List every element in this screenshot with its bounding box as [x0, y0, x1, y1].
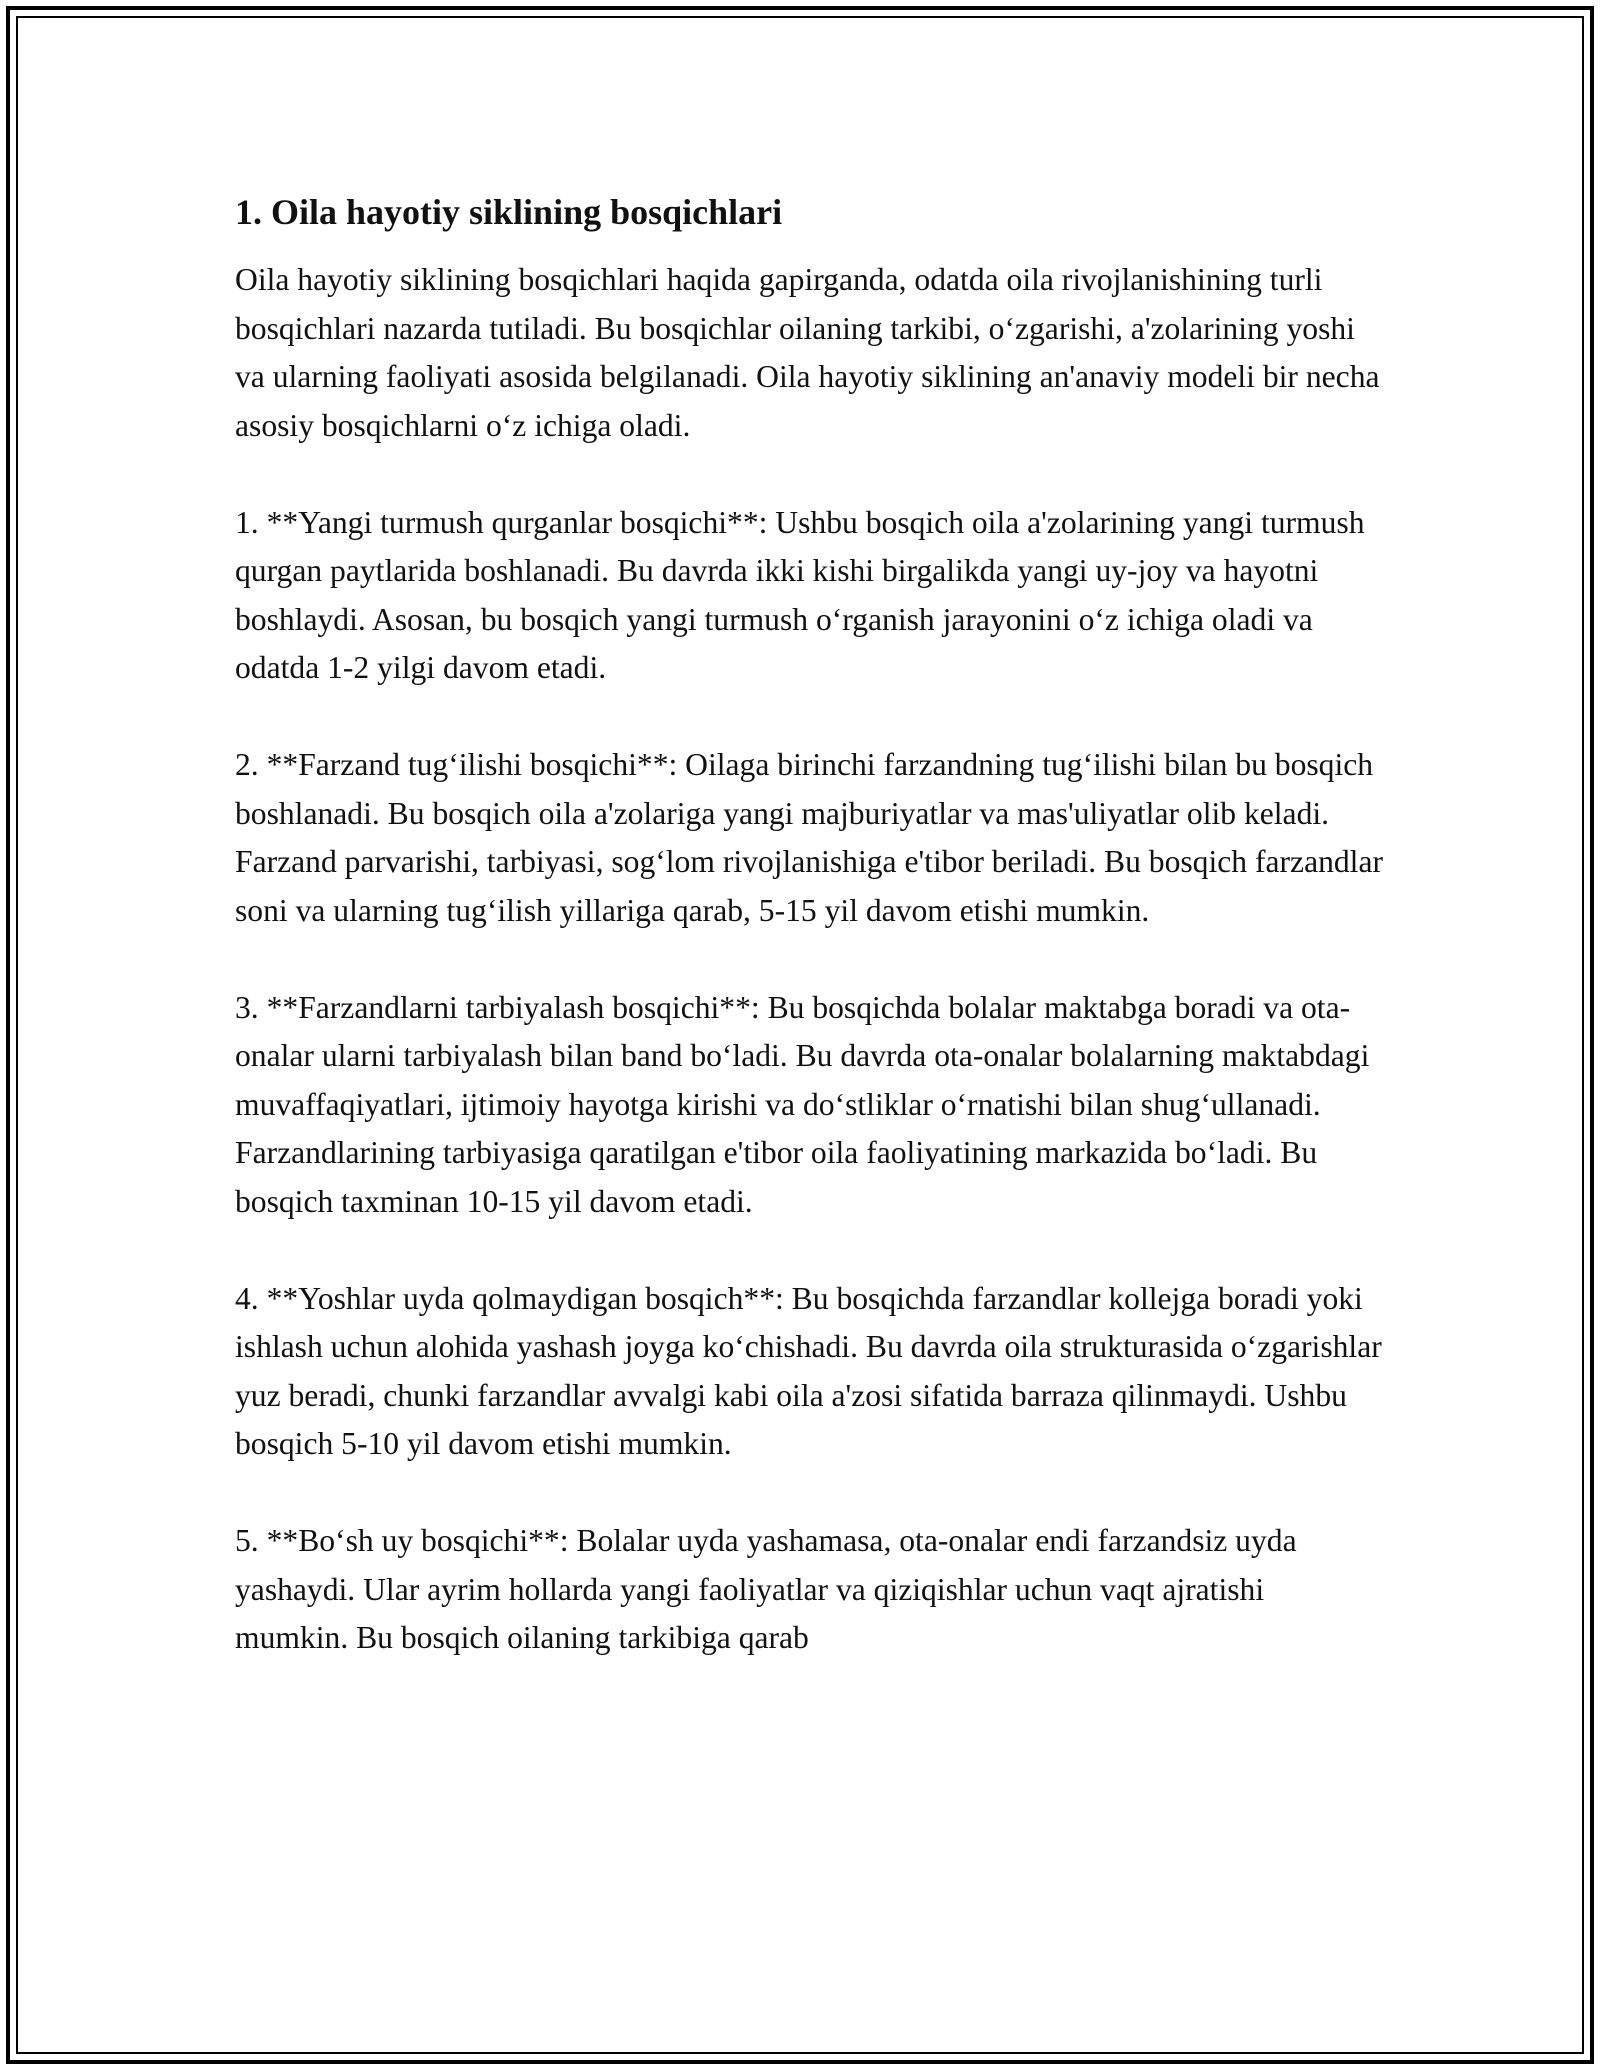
- paragraph-stage-2: 2. **Farzand tug‘ilishi bosqichi**: Oilaga birinchi farzandning tug‘ilishi bilan bu bosqich boshlanadi. Bu bosqich oila a'zolariga yangi majburiyatlar va mas'uliyatlar olib keladi. Farzand parvarishi, tarbiyasi, sog‘lom rivojlanishiga e'tibor beriladi. Bu bosqich farzandlar soni va ularning tug‘ilish yillariga qarab, 5-15 yil davom etishi mumkin.: [235, 747, 1384, 928]
- document-title: 1. Oila hayotiy siklining bosqichlari: [235, 192, 783, 232]
- paragraph-stage-1: 1. **Yangi turmush qurganlar bosqichi**: Ushbu bosqich oila a'zolarining yangi turmush qurgan paytlarida boshlanadi. Bu davrda ikki kishi birgalikda yangi uy-joy va hayotni boshlaydi. Asosan, bu bosqich yangi turmush o‘rganish jarayonini o‘z ichiga oladi va odatda 1-2 yilgi davom etadi.: [235, 504, 1365, 685]
- paragraph-stage-3: 3. **Farzandlarni tarbiyalash bosqichi**: Bu bosqichda bolalar maktabga boradi va ota-onalar ularni tarbiyalash bilan band bo‘ladi. Bu davrda ota-onalar bolalarning maktabdagi muvaffaqiyatlari, ijtimoiy hayotga kirishi va do‘stliklar o‘rnatishi bilan shug‘ullanadi. Farzandlarining tarbiyasiga qaratilgan e'tibor oila faoliyatining markazida bo‘ladi. Bu bosqich taxminan 10-15 yil davom etadi.: [235, 989, 1370, 1219]
- paragraph-stage-4: 4. **Yoshlar uyda qolmaydigan bosqich**: Bu bosqichda farzandlar kollejga boradi yoki ishlash uchun alohida yashash joyga ko‘chishadi. Bu davrda oila strukturasida o‘zgarishlar yuz beradi, chunki farzandlar avvalgi kabi oila a'zosi sifatida barraza qilinmaydi. Ushbu bosqich 5-10 yil davom etishi mumkin.: [235, 1280, 1382, 1461]
- document-body: [235, 188, 1385, 1711]
- paragraph-intro: Oila hayotiy siklining bosqichlari haqida gapirganda, odatda oila rivojlanishining turli bosqichlari nazarda tutiladi. Bu bosqichlar oilaning tarkibi, o‘zgarishi, a'zolarining yoshi va ularning faoliyati asosida belgilanadi. Oila hayotiy siklining an'anaviy modeli bir necha asosiy bosqichlarni o‘z ichiga oladi.: [235, 262, 1380, 443]
- paragraph-stage-5: 5. **Bo‘sh uy bosqichi**: Bolalar uyda yashamasa, ota-onalar endi farzandsiz uyda yashaydi. Ular ayrim hollarda yangi faoliyatlar va qiziqishlar uchun vaqt ajratishi mumkin. Bu bosqich oilaning tarkibiga qarab: [235, 1523, 1297, 1655]
